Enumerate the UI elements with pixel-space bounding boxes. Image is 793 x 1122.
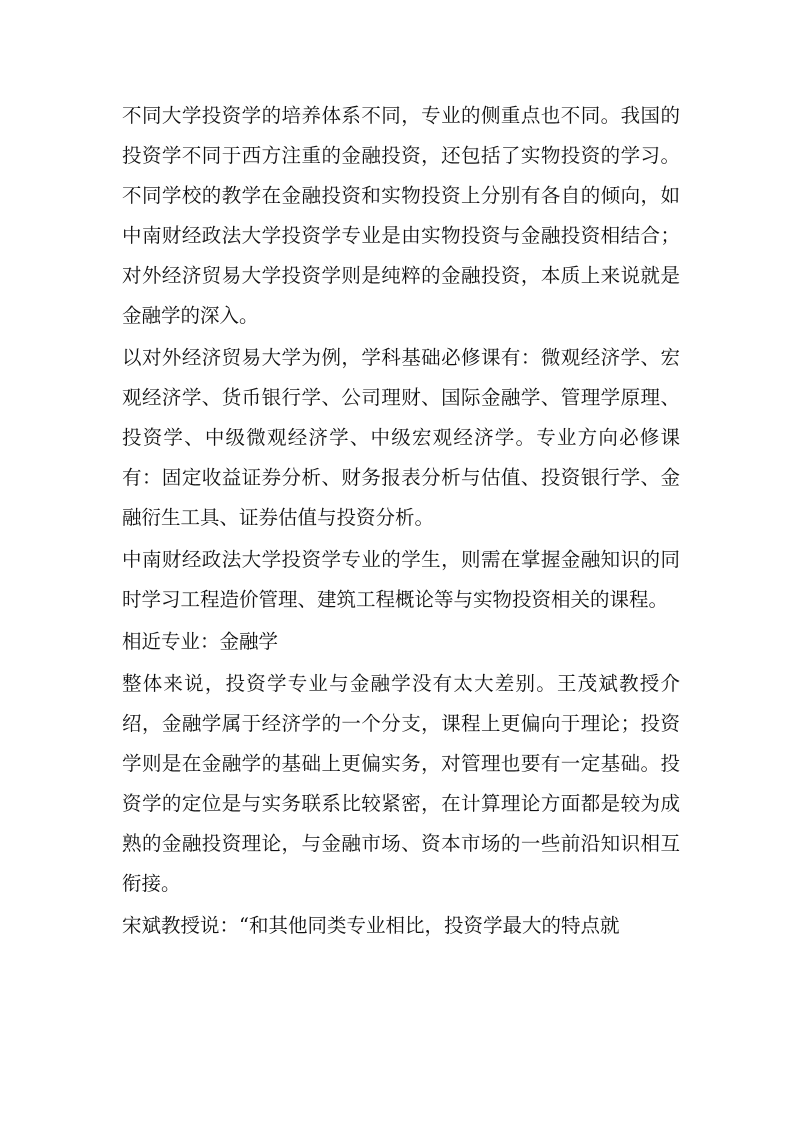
paragraph-investment-training-systems: 不同大学投资学的培养体系不同，专业的侧重点也不同。我国的投资学不同于西方注重的金融投资，还包括了实物投资的学习。不同学校的教学在金融投资和实物投资上分别有各自的倾向，如中南财经政法大学投资学专业是由实物投资与金融投资相结合；对外经济贸易大学投资学则是纯粹的金融投资，本质上来说就是金融学的深入。 (122, 104, 680, 327)
paragraph-uibe-courses: 以对外经济贸易大学为例，学科基础必修课有：微观经济学、宏观经济学、货币银行学、公司理财、国际金融学、管理学原理、投资学、中级微观经济学、中级宏观经济学。专业方向必修课有：固定收益证券分析、财务报表分析与估值、投资银行学、金融衍生工具、证券估值与投资分析。 (122, 346, 680, 529)
paragraph-comparison-with-finance: 整体来说，投资学专业与金融学没有太大差别。王茂斌教授介绍，金融学属于经济学的一个分支，课程上更偏向于理论；投资学则是在金融学的基础上更偏实务，对管理也要有一定基础。投资学的定位是与实务联系比较紧密，在计算理论方面都是较为成熟的金融投资理论，与金融市场、资本市场的一些前沿知识相互衔接。 (122, 672, 680, 895)
paragraph-zuel-courses: 中南财经政法大学投资学专业的学生，则需在掌握金融知识的同时学习工程造价管理、建筑工程概论等与实物投资相关的课程。 (122, 548, 680, 611)
document-body (122, 96, 680, 948)
paragraph-related-major: 相近专业：金融学 (122, 630, 279, 653)
paragraph-professor-quote: 宋斌教授说：“和其他同类专业相比，投资学最大的特点就 (122, 914, 620, 937)
